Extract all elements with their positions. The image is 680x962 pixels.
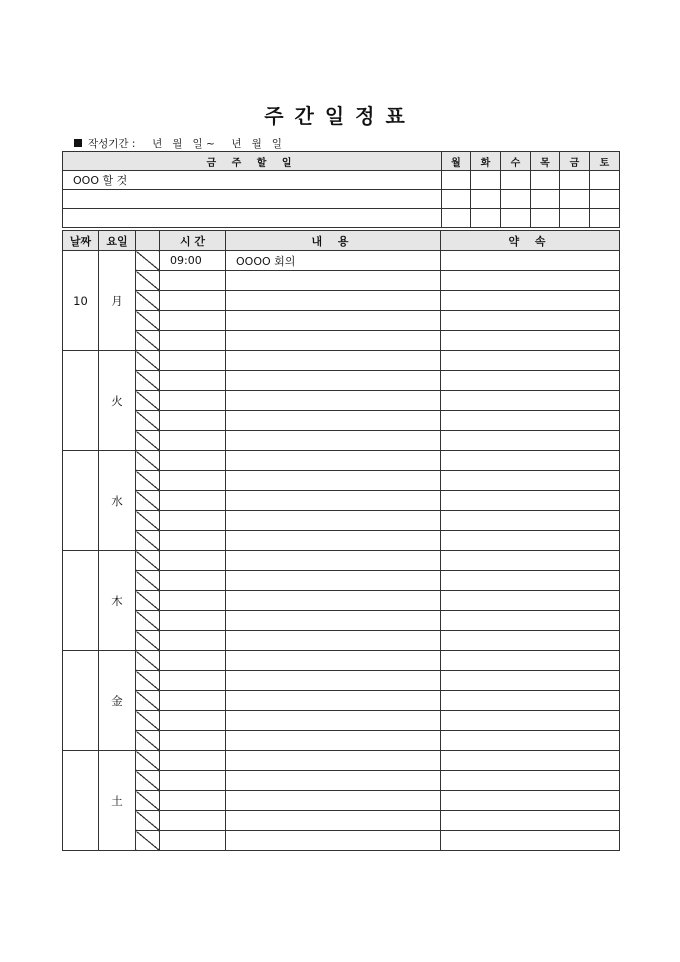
diagonal-check-cell[interactable] [136,791,160,811]
diagonal-check-cell[interactable] [136,611,160,631]
appointment-cell[interactable] [441,331,620,351]
content-cell[interactable] [226,311,441,331]
content-cell[interactable] [226,691,441,711]
todo-check-cell[interactable] [560,171,590,190]
time-cell[interactable] [160,451,226,471]
todo-row [63,190,620,209]
diagonal-check-cell[interactable] [136,371,160,391]
appointment-cell[interactable] [441,751,620,771]
time-cell[interactable] [160,731,226,751]
todo-check-cell[interactable] [590,209,620,228]
schedule-row [63,311,620,331]
diagonal-check-cell[interactable] [136,471,160,491]
todo-check-cell[interactable] [560,209,590,228]
schedule-row [63,611,620,631]
day-weekday: 火 [99,351,136,451]
schedule-row [63,371,620,391]
weekday-header-tue: 화 [471,152,501,171]
content-cell[interactable] [226,411,441,431]
appointment-cell[interactable] [441,411,620,431]
content-header: 내 용 [226,231,441,251]
todo-row [63,209,620,228]
time-cell[interactable] [160,431,226,451]
appointment-header: 약 속 [441,231,620,251]
weekly-todo-header-row [63,152,620,171]
schedule-row [63,811,620,831]
content-cell[interactable] [226,551,441,571]
todo-check-cell[interactable] [531,209,560,228]
weekday-header: 요일 [99,231,136,251]
time-cell[interactable] [160,711,226,731]
schedule-row [63,751,620,771]
time-cell[interactable] [160,651,226,671]
schedule-row [63,451,620,471]
weekday-header-thu: 목 [531,152,560,171]
day-date[interactable] [63,751,99,851]
writing-period [74,136,282,151]
schedule-row [63,731,620,751]
diagonal-check-cell[interactable] [136,551,160,571]
content-cell[interactable] [226,331,441,351]
todo-check-cell[interactable] [471,190,501,209]
schedule-row [63,651,620,671]
diagonal-check-cell[interactable] [136,411,160,431]
time-cell[interactable] [160,471,226,491]
time-cell[interactable] [160,371,226,391]
time-cell[interactable] [160,691,226,711]
appointment-cell[interactable] [441,391,620,411]
day-date[interactable] [63,351,99,451]
content-cell[interactable] [226,771,441,791]
day-weekday: 金 [99,651,136,751]
time-cell[interactable] [160,311,226,331]
time-cell[interactable] [160,391,226,411]
content-cell[interactable] [226,711,441,731]
content-cell[interactable] [226,791,441,811]
todo-check-cell[interactable] [442,171,471,190]
todo-check-cell[interactable] [590,171,620,190]
content-cell[interactable] [226,571,441,591]
schedule-row [63,791,620,811]
content-cell[interactable] [226,611,441,631]
day-weekday: 月 [99,251,136,351]
appointment-cell[interactable] [441,811,620,831]
appointment-cell[interactable] [441,491,620,511]
schedule-row [63,771,620,791]
todo-item[interactable]: OOO 할 것 [63,171,442,190]
content-cell[interactable] [226,811,441,831]
time-cell[interactable] [160,291,226,311]
todo-check-cell[interactable] [501,190,531,209]
schedule-row [63,551,620,571]
day-date[interactable] [63,551,99,651]
todo-row [63,171,620,190]
schedule-header-row [63,231,620,251]
diagonal-check-cell[interactable] [136,771,160,791]
schedule-row [63,251,620,271]
schedule-row [63,331,620,351]
content-cell[interactable] [226,291,441,311]
diagonal-check-cell[interactable] [136,491,160,511]
schedule-row [63,411,620,431]
day-weekday: 土 [99,751,136,851]
todo-check-cell[interactable] [442,190,471,209]
appointment-cell[interactable] [441,271,620,291]
schedule-row [63,471,620,491]
time-header: 시 간 [160,231,226,251]
diagonal-check-cell[interactable] [136,731,160,751]
diagonal-check-cell[interactable] [136,511,160,531]
day-date[interactable] [63,451,99,551]
content-cell[interactable] [226,451,441,471]
appointment-cell[interactable] [441,311,620,331]
todo-check-cell[interactable] [590,190,620,209]
todo-check-cell[interactable] [501,171,531,190]
time-cell[interactable] [160,351,226,371]
appointment-cell[interactable] [441,351,620,371]
appointment-cell[interactable] [441,691,620,711]
appointment-cell[interactable] [441,631,620,651]
content-cell[interactable] [226,631,441,651]
weekly-todo-header: 금 주 할 일 [63,152,442,171]
appointment-cell[interactable] [441,831,620,851]
content-cell[interactable] [226,671,441,691]
appointment-cell[interactable] [441,731,620,751]
day-date[interactable]: 10 [63,251,99,351]
content-cell[interactable] [226,491,441,511]
diagonal-check-cell[interactable] [136,451,160,471]
time-cell[interactable] [160,591,226,611]
time-cell[interactable] [160,771,226,791]
diagonal-check-cell[interactable] [136,711,160,731]
schedule-row [63,831,620,851]
page-title: 주간일정표 [264,104,416,128]
period-label: 작성기간 : [88,138,136,150]
schedule-row [63,691,620,711]
schedule-row [63,631,620,651]
time-cell[interactable] [160,791,226,811]
diagonal-check-cell[interactable] [136,531,160,551]
todo-check-cell[interactable] [471,209,501,228]
schedule-table [62,230,620,851]
todo-check-cell[interactable] [471,171,501,190]
content-cell[interactable] [226,431,441,451]
day-weekday: 水 [99,451,136,551]
schedule-row [63,391,620,411]
diagonal-check-cell[interactable] [136,651,160,671]
weekday-header-wed: 수 [501,152,531,171]
content-cell[interactable] [226,391,441,411]
square-bullet-icon [74,139,82,147]
appointment-cell[interactable] [441,671,620,691]
schedule-row [63,431,620,451]
time-cell[interactable] [160,531,226,551]
content-cell[interactable] [226,371,441,391]
time-cell[interactable]: 09:00 [160,251,226,271]
schedule-row [63,511,620,531]
schedule-row [63,271,620,291]
blank-header [136,231,160,251]
todo-check-cell[interactable] [560,190,590,209]
todo-check-cell[interactable] [442,209,471,228]
todo-check-cell[interactable] [501,209,531,228]
day-weekday: 木 [99,551,136,651]
diagonal-check-cell[interactable] [136,291,160,311]
appointment-cell[interactable] [441,431,620,451]
schedule-row [63,531,620,551]
diagonal-check-cell[interactable] [136,251,160,271]
todo-check-cell[interactable] [531,171,560,190]
appointment-cell[interactable] [441,791,620,811]
diagonal-check-cell[interactable] [136,391,160,411]
schedule-row [63,711,620,731]
appointment-cell[interactable] [441,451,620,471]
diagonal-check-cell[interactable] [136,431,160,451]
appointment-cell[interactable] [441,251,620,271]
diagonal-check-cell[interactable] [136,571,160,591]
time-cell[interactable] [160,811,226,831]
diagonal-check-cell[interactable] [136,591,160,611]
appointment-cell[interactable] [441,771,620,791]
schedule-row [63,671,620,691]
content-cell[interactable] [226,831,441,851]
time-cell[interactable] [160,631,226,651]
schedule-row [63,491,620,511]
schedule-row [63,571,620,591]
day-date[interactable] [63,651,99,751]
weekday-header-sat: 토 [590,152,620,171]
diagonal-check-cell[interactable] [136,831,160,851]
period-range: 년 월 일 ~ 년 월 일 [152,138,282,150]
diagonal-check-cell[interactable] [136,751,160,771]
content-cell[interactable]: OOOO 회의 [226,251,441,271]
date-header: 날짜 [63,231,99,251]
appointment-cell[interactable] [441,471,620,491]
appointment-cell[interactable] [441,591,620,611]
schedule-row [63,291,620,311]
time-cell[interactable] [160,671,226,691]
diagonal-check-cell[interactable] [136,691,160,711]
appointment-cell[interactable] [441,571,620,591]
diagonal-check-cell[interactable] [136,271,160,291]
appointment-cell[interactable] [441,551,620,571]
time-cell[interactable] [160,271,226,291]
appointment-cell[interactable] [441,711,620,731]
time-cell[interactable] [160,551,226,571]
time-cell[interactable] [160,751,226,771]
content-cell[interactable] [226,731,441,751]
diagonal-check-cell[interactable] [136,671,160,691]
appointment-cell[interactable] [441,531,620,551]
appointment-cell[interactable] [441,511,620,531]
time-cell[interactable] [160,491,226,511]
todo-check-cell[interactable] [531,190,560,209]
time-cell[interactable] [160,611,226,631]
diagonal-check-cell[interactable] [136,311,160,331]
content-cell[interactable] [226,471,441,491]
content-cell[interactable] [226,511,441,531]
appointment-cell[interactable] [441,611,620,631]
appointment-cell[interactable] [441,291,620,311]
diagonal-check-cell[interactable] [136,351,160,371]
appointment-cell[interactable] [441,651,620,671]
diagonal-check-cell[interactable] [136,811,160,831]
content-cell[interactable] [226,651,441,671]
time-cell[interactable] [160,831,226,851]
content-cell[interactable] [226,591,441,611]
schedule-row [63,351,620,371]
time-cell[interactable] [160,571,226,591]
weekly-todo-table [62,151,620,228]
content-cell[interactable] [226,751,441,771]
appointment-cell[interactable] [441,371,620,391]
weekday-header-mon: 월 [442,152,471,171]
todo-item[interactable] [63,209,442,228]
time-cell[interactable] [160,511,226,531]
content-cell[interactable] [226,531,441,551]
diagonal-check-cell[interactable] [136,331,160,351]
time-cell[interactable] [160,331,226,351]
todo-item[interactable] [63,190,442,209]
content-cell[interactable] [226,271,441,291]
weekday-header-fri: 금 [560,152,590,171]
diagonal-check-cell[interactable] [136,631,160,651]
time-cell[interactable] [160,411,226,431]
content-cell[interactable] [226,351,441,371]
schedule-row [63,591,620,611]
